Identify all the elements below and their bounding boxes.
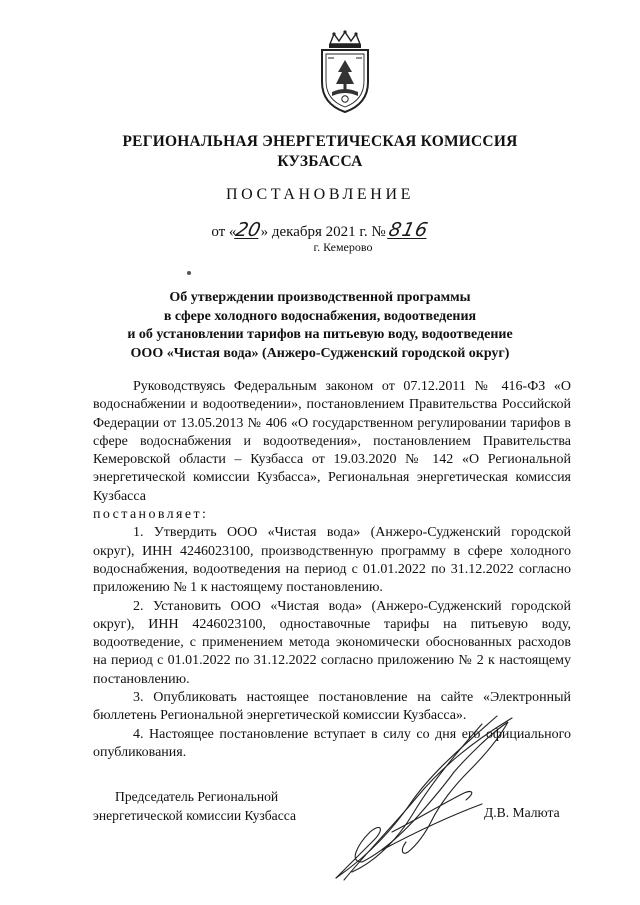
preamble-paragraph: Руководствуясь Федеральным законом от 07.12.2011 № 416-ФЗ «О водоснабжении и водоотведении», постановлением Правительства Российской Федерации от 13.05.2013 № 406 «О государственном регулировании тарифов в сфере водоснабжения и водоотведения», постановлением Правительства Кемеровской области – Кузбасса от 19.03.2020 № 142 «О Региональной энергетической комиссии Кузбасса», Региональная энергетическая комиссия Кузбасса — [93, 379, 571, 504]
date-month-year: » декабря 2021 г. № — [260, 224, 390, 240]
org-name-line1: РЕГИОНАЛЬНАЯ ЭНЕРГЕТИЧЕСКАЯ КОМИССИЯ — [122, 133, 518, 150]
signatory-position — [93, 787, 296, 825]
subject-line: Об утверждении производственной программы — [169, 290, 471, 305]
org-name-line2: КУЗБАССА — [277, 153, 363, 170]
resolves-keyword: постановляет: — [93, 507, 209, 523]
margin-dot — [187, 271, 191, 275]
city: г. Кемерово — [313, 240, 373, 254]
subject-line: ООО «Чистая вода» (Анжеро-Судженский городской округ) — [130, 346, 510, 361]
item-paragraph: 2. Установить ООО «Чистая вода» (Анжеро-Судженский городской округ), ИНН 4246023100, одноставочные тарифы на питьевую воду, водоотведение, с применением метода экономически обоснованных расходов на период с 01.01.2022 по 31.12.2022 согласно приложению № 2 к настоящему постановлению. — [93, 598, 571, 687]
signatory-name: Д.В. Малюта — [484, 805, 560, 820]
position-line1: Председатель Региональной — [115, 789, 279, 804]
subject-line: в сфере холодного водоснабжения, водоотведения — [163, 309, 477, 324]
date-line — [0, 219, 640, 241]
item-paragraph: 1. Утвердить ООО «Чистая вода» (Анжеро-Судженский городской округ), ИНН 4246023100, производственную программу в сфере холодного водоснабжения, водоотведения на период с 01.01.2022 по 31.12.2022 согласно приложению № 1 к настоящему постановлению. — [93, 525, 571, 596]
subject-line: и об установлении тарифов на питьевую воду, водоотведение — [127, 327, 513, 342]
position-line2: энергетической комиссии Кузбасса — [93, 808, 296, 823]
item-paragraph: 4. Настоящее постановление вступает в силу со дня его официального опубликования. — [93, 726, 571, 760]
handwritten-signature — [322, 712, 522, 887]
handwritten-day: 20 — [234, 219, 263, 241]
document-body — [93, 378, 571, 762]
document-type: ПОСТАНОВЛЕНИЕ — [226, 186, 414, 203]
coat-of-arms-icon — [316, 30, 374, 114]
handwritten-number: 816 — [387, 219, 432, 241]
item-paragraph: 3. Опубликовать настоящее постановление на сайте «Электронный бюллетень Региональной энергетической комиссии Кузбасса». — [93, 690, 571, 724]
date-prefix: от « — [211, 224, 237, 240]
